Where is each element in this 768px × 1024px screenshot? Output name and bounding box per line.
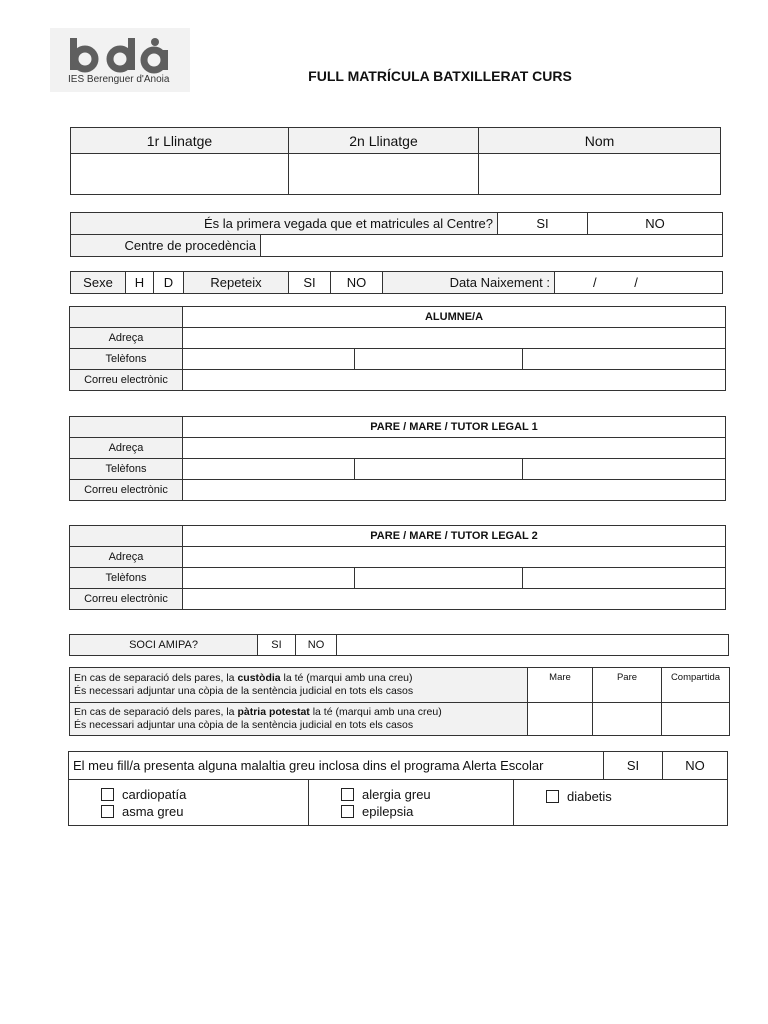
names-table: [70, 127, 721, 195]
phones-label: Telèfons: [70, 568, 183, 589]
address-label: Adreça: [70, 328, 183, 349]
address-label: Adreça: [70, 547, 183, 568]
alert-no[interactable]: NO: [663, 752, 728, 780]
custody-text: la té (marqui amb una creu): [280, 672, 413, 684]
sex-h[interactable]: H: [126, 272, 154, 294]
guardian1-contact-table: [69, 416, 726, 501]
custody-text: la té (marqui amb una creu): [309, 706, 442, 718]
custody-shared[interactable]: Compartida: [662, 668, 730, 703]
second-surname-header: 2n Llinatge: [289, 128, 479, 154]
first-time-question: És la primera vegada que et matricules al Centre?: [71, 213, 498, 235]
first-time-no[interactable]: NO: [588, 213, 723, 235]
guardian1-phone-3[interactable]: [523, 459, 726, 480]
option-label: alergia greu: [362, 786, 431, 802]
school-name: IES Berenguer d'Anoia: [68, 74, 170, 85]
option-epilepsy[interactable]: [341, 803, 509, 820]
origin-school-label: Centre de procedència: [71, 235, 261, 257]
authority-father[interactable]: [593, 703, 662, 736]
email-label: Correu electrònic: [70, 480, 183, 501]
phones-label: Telèfons: [70, 349, 183, 370]
alert-table: [68, 751, 728, 826]
amipa-yes[interactable]: SI: [258, 635, 296, 656]
birth-date-label: Data Naixement :: [383, 272, 555, 294]
checkbox-icon[interactable]: [341, 788, 354, 801]
guardian2-email-field[interactable]: [183, 589, 726, 610]
first-surname-header: 1r Llinatge: [71, 128, 289, 154]
custody-table: [69, 667, 730, 736]
custody-text: En cas de separació dels pares, la: [74, 672, 238, 684]
amipa-label: SOCI AMIPA?: [70, 635, 258, 656]
name-field[interactable]: [479, 154, 721, 195]
authority-mother[interactable]: [528, 703, 593, 736]
amipa-table: [69, 634, 729, 656]
guardian1-address-field[interactable]: [183, 438, 726, 459]
guardian2-phone-1[interactable]: [183, 568, 355, 589]
custody-text: En cas de separació dels pares, la: [74, 706, 238, 718]
guardian2-phone-3[interactable]: [523, 568, 726, 589]
option-label: asma greu: [122, 803, 184, 819]
sex-d[interactable]: D: [154, 272, 184, 294]
guardian2-phone-2[interactable]: [355, 568, 523, 589]
guardian1-email-field[interactable]: [183, 480, 726, 501]
parental-authority-question: [70, 703, 528, 736]
repeat-no[interactable]: NO: [331, 272, 383, 294]
student-phone-1[interactable]: [183, 349, 355, 370]
option-diabetes[interactable]: [546, 788, 723, 805]
bda-logo-icon: [68, 36, 180, 76]
student-contact-table: [69, 306, 726, 391]
alert-question: El meu fill/a presenta alguna malaltia greu inclosa dins el programa Alerta Escolar: [69, 752, 604, 780]
birth-date-field[interactable]: [555, 272, 723, 294]
student-phone-3[interactable]: [523, 349, 726, 370]
blank-cell: [70, 307, 183, 328]
option-cardiopathy[interactable]: [101, 786, 304, 803]
student-phone-2[interactable]: [355, 349, 523, 370]
origin-school-field[interactable]: [261, 235, 723, 257]
custody-question: [70, 668, 528, 703]
option-label: diabetis: [567, 789, 612, 804]
second-surname-field[interactable]: [289, 154, 479, 195]
first-time-yes[interactable]: SI: [498, 213, 588, 235]
student-block-title: ALUMNE/A: [183, 307, 726, 328]
amipa-no[interactable]: NO: [296, 635, 337, 656]
checkbox-icon[interactable]: [101, 805, 114, 818]
guardian2-contact-table: [69, 525, 726, 610]
guardian1-block-title: PARE / MARE / TUTOR LEGAL 1: [183, 417, 726, 438]
option-asthma[interactable]: [101, 803, 304, 820]
blank-cell: [70, 417, 183, 438]
repeat-yes[interactable]: SI: [289, 272, 331, 294]
date-separator: /: [634, 275, 638, 290]
alert-yes[interactable]: SI: [604, 752, 663, 780]
custody-note: És necessari adjuntar una còpia de la sentència judicial en tots els casos: [74, 719, 414, 731]
option-allergy[interactable]: [341, 786, 509, 803]
email-label: Correu electrònic: [70, 589, 183, 610]
alert-options-col1: [69, 780, 309, 826]
address-label: Adreça: [70, 438, 183, 459]
personal-table: [70, 271, 723, 294]
custody-father[interactable]: Pare: [593, 668, 662, 703]
school-logo: [50, 28, 190, 92]
custody-note: És necessari adjuntar una còpia de la sentència judicial en tots els casos: [74, 685, 414, 697]
option-label: cardiopatía: [122, 786, 187, 802]
name-header: Nom: [479, 128, 721, 154]
date-separator: /: [593, 275, 597, 290]
checkbox-icon[interactable]: [341, 805, 354, 818]
checkbox-icon[interactable]: [101, 788, 114, 801]
email-label: Correu electrònic: [70, 370, 183, 391]
amipa-notes[interactable]: [337, 635, 729, 656]
first-surname-field[interactable]: [71, 154, 289, 195]
blank-cell: [70, 526, 183, 547]
student-email-field[interactable]: [183, 370, 726, 391]
custody-bold: custòdia: [237, 672, 281, 684]
option-label: epilepsia: [362, 803, 414, 819]
checkbox-icon[interactable]: [546, 790, 559, 803]
alert-options-col3: [514, 780, 728, 826]
guardian2-address-field[interactable]: [183, 547, 726, 568]
page-title: FULL MATRÍCULA BATXILLERAT CURS: [308, 68, 572, 84]
alert-options-col2: [309, 780, 514, 826]
repeat-label: Repeteix: [184, 272, 289, 294]
phones-label: Telèfons: [70, 459, 183, 480]
student-address-field[interactable]: [183, 328, 726, 349]
sex-label: Sexe: [71, 272, 126, 294]
custody-bold: pàtria potestat: [237, 706, 310, 718]
custody-mother[interactable]: Mare: [528, 668, 593, 703]
guardian2-block-title: PARE / MARE / TUTOR LEGAL 2: [183, 526, 726, 547]
first-time-table: [70, 212, 723, 257]
authority-shared[interactable]: [662, 703, 730, 736]
guardian1-phone-1[interactable]: [183, 459, 355, 480]
guardian1-phone-2[interactable]: [355, 459, 523, 480]
